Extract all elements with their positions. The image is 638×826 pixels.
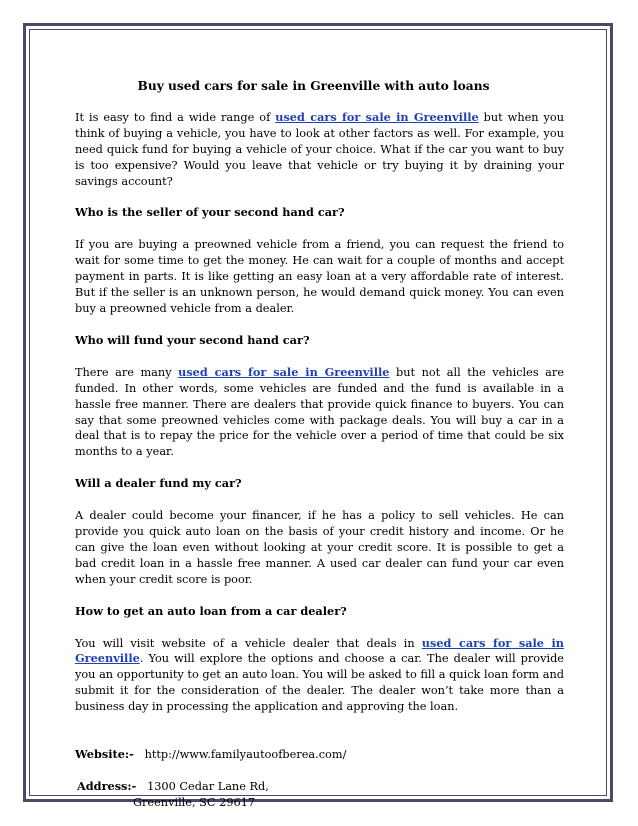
website-url[interactable]: http://www.familyautoofberea.com/	[144, 748, 347, 762]
section4-text-before: You will visit website of a vehicle dealer that deals in	[75, 636, 422, 650]
address-line-2: Greenville, SC 29617	[133, 795, 256, 809]
address-line-1-row	[77, 779, 564, 795]
intro-text-after: but when you think of buying a vehicle, you have to look at other factors as well. For example, you need quick fund for buying a vehicle of your choice. What if the car you want to buy is too expensive? Would you leave that vehicle or try buying it by draining your savings account?	[75, 110, 564, 188]
intro-paragraph	[75, 110, 564, 190]
section1-heading: Who is the seller of your second hand car?	[75, 205, 345, 220]
intro-text-before: It is easy to find a wide range of	[75, 110, 276, 124]
section4-paragraph	[75, 636, 564, 716]
section2-text-before: There are many	[75, 365, 179, 379]
website-line	[75, 747, 564, 763]
address-block	[77, 779, 564, 811]
address-line-1: 1300 Cedar Lane Rd,	[147, 780, 269, 793]
used-cars-link-1[interactable]: used cars for sale in Greenville	[275, 109, 479, 124]
section2-text-after: but not all the vehicles are funded. In other words, some vehicles are funded and the fund is available in a hassle free manner. There are dealers that provide quick finance to buyers. You can say that some preowned vehicles come with package deals. You will buy a car in a deal that is to repay the price for the vehicle over a period of time that could be six months to a year.	[75, 365, 565, 459]
section4-text-after: . You will explore the options and choose a car. The dealer will provide you an opportunity to get an auto loan. You will be asked to fill a quick loan form and submit it for the consideration of the dealer. The dealer won’t take more than a business day in processing the application and approving the loan.	[75, 652, 564, 714]
document-title: Buy used cars for sale in Greenville with auto loans	[137, 79, 490, 93]
used-cars-link-2[interactable]: used cars for sale in Greenville	[178, 364, 390, 379]
spacer	[75, 731, 564, 747]
website-label: Website:-	[75, 747, 134, 762]
section1-paragraph: If you are buying a preowned vehicle from a friend, you can request the friend to wait for some time to get the money. He can wait for a couple of months and accept payment in parts. It is like getting an easy loan at a very affordable rate of interest. But if the seller is an unknown person, he would demand quick money. You can even buy a preowned vehicle from a dealer.	[75, 238, 564, 315]
section3-paragraph: A dealer could become your financer, if he has a policy to sell vehicles. He can provide you quick auto loan on the basis of your credit history and income. Or he can give the loan even without looking at your credit score. It is possible to get a bad credit loan in a hassle free manner. A used car dealer can fund your car even when your credit score is poor.	[75, 509, 564, 586]
section3-heading: Will a dealer fund my car?	[75, 476, 242, 491]
section2-paragraph	[75, 365, 564, 460]
used-cars-link-3[interactable]: used cars for sale in Greenville	[75, 635, 565, 666]
address-label: Address:-	[77, 779, 137, 793]
section4-heading: How to get an auto loan from a car dealer?	[75, 603, 347, 618]
document-body	[75, 79, 564, 811]
section2-heading: Who will fund your second hand car?	[75, 332, 310, 347]
